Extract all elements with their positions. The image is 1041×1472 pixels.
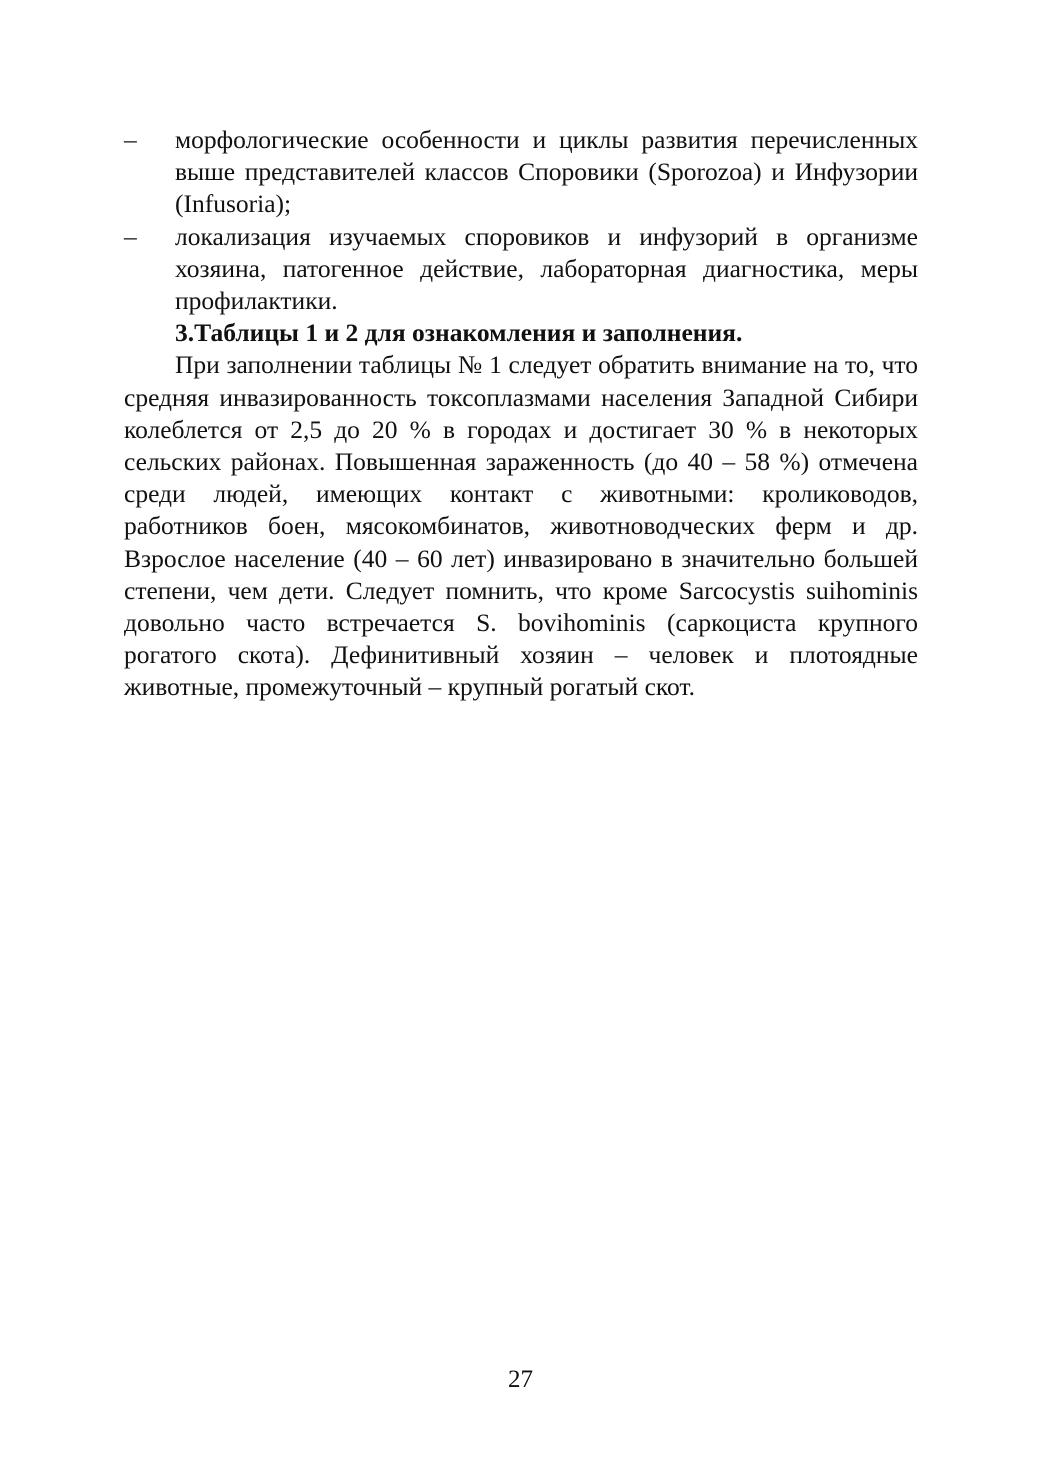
list-item [124, 124, 918, 221]
page-number: 27 [508, 1366, 533, 1393]
list-marker: – [124, 221, 137, 251]
list-item-text: морфологические особенности и циклы развития перечисленных выше представителей классов Споровики (Sporozoa) и Инфузории (Infusoria); [175, 125, 918, 219]
body-paragraph: При заполнении таблицы № 1 следует обратить внимание на то, что средняя инвазированность токсоплазмами населения Западной Сибири колеблется от 2,5 до 20 % в городах и достигает 30 % в некоторых сельских районах. Повышенная зараженность (до 40 – 58 %) отмечена среди людей, имеющих контакт с животными: кролиководов, работников боен, мясокомбинатов, животноводческих ферм и др. Взрослое население (40 – 60 лет) инвазировано в значительно большей степени, чем дети. Следует помнить, что кроме Sarcocystis suihominis довольно часто встречается S. bovihominis (саркоциста крупного рогатого скота). Дефинитивный хозяин – человек и плотоядные животные, промежуточный – крупный рогатый скот. [124, 350, 918, 702]
section-heading: 3.Таблицы 1 и 2 для ознакомления и заполнения. [175, 318, 743, 348]
page-content [124, 124, 918, 704]
list-item [124, 221, 918, 318]
list-marker: – [124, 125, 137, 154]
list-item-text: локализация изучаемых споровиков и инфузорий в организме хозяина, патогенное действие, лабораторная диагностика, меры профилактики. [175, 221, 918, 316]
